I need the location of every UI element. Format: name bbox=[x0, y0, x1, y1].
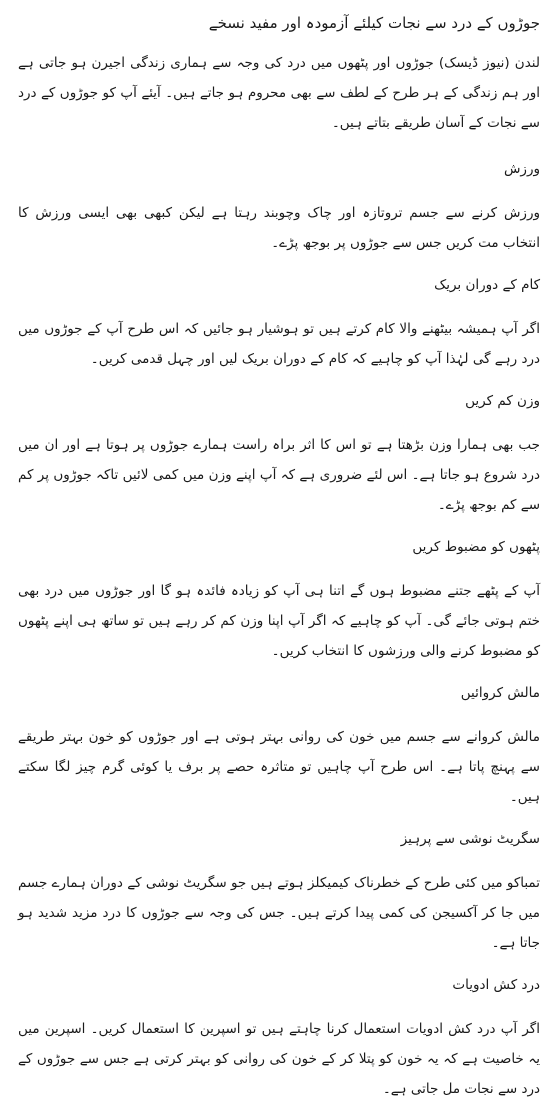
section-body: مالش کروانے سے جسم میں خون کی روانی بہتر ہوتی ہے اور جوڑوں کو خون بہتر طریقے سے پہنچ پاتا ہے۔ اس طرح آپ چاہیں تو متاثرہ حصے پر برف یا کوئی گرم چیز لگا سکتے ہیں۔ bbox=[18, 729, 540, 805]
section-heading: پٹھوں کو مضبوط کریں bbox=[412, 539, 540, 555]
section-work-break bbox=[18, 274, 540, 374]
section-body: تمباکو میں کئی طرح کے خطرناک کیمیکلز ہوتے ہیں جو سگریٹ نوشی کے دوران ہمارے جسم میں جا کر آکسیجن کی کمی پیدا کرتے ہیں۔ جس کی وجہ سے جوڑوں کا درد مزید شدید ہو جاتا ہے۔ bbox=[17, 875, 540, 951]
section-heading: مالش کروائیں bbox=[460, 685, 540, 701]
section-avoid-smoking bbox=[18, 828, 540, 958]
section-painkillers bbox=[18, 974, 540, 1104]
section-strengthen-muscles bbox=[18, 536, 540, 666]
section-exercise bbox=[18, 158, 540, 258]
section-heading: وزن کم کریں bbox=[465, 393, 540, 409]
section-heading: ورزش bbox=[503, 161, 540, 177]
section-body: آپ کے پٹھے جتنے مضبوط ہوں گے اتنا ہی آپ کو زیادہ فائدہ ہو گا اور جوڑوں میں درد بھی ختم ہوتی جائے گی۔ آپ کو چاہیے کہ اگر آپ اپنا وزن کم کر رہے ہیں تو ساتھ ہی اپنے پٹھوں کو مضبوط کرنے والی ورزشوں کا انتخاب کریں۔ bbox=[18, 583, 540, 659]
section-massage bbox=[18, 682, 540, 812]
section-body: اگر آپ ہمیشہ بیٹھنے والا کام کرتے ہیں تو ہوشیار ہو جائیں کہ اس طرح آپ کے جوڑوں میں درد رہے گی لہٰذا آپ کو چاہیے کہ کام کے دوران بریک لیں اور چہل قدمی کریں۔ bbox=[18, 321, 540, 367]
section-heading: کام کے دوران بریک bbox=[434, 277, 540, 293]
section-body: جب بھی ہمارا وزن بڑھتا ہے تو اس کا اثر براہ راست ہمارے جوڑوں پر ہوتا ہے اور ان میں درد شروع ہو جاتا ہے۔ اس لئے ضروری ہے کہ آپ اپنے وزن میں کمی لائیں تاکہ جوڑوں پر کم سے کم بوجھ پڑے۔ bbox=[18, 437, 540, 513]
section-body: اگر آپ درد کش ادویات استعمال کرنا چاہتے ہیں تو اسپرین کا استعمال کریں۔ اسپرین میں یہ خاصیت ہے کہ یہ خون کو پتلا کر کے خون کی روانی کو بہتر کرتی ہے جس سے جوڑوں کے درد سے نجات مل جاتی ہے۔ bbox=[18, 1021, 540, 1097]
article-intro: لندن (نیوز ڈیسک) جوڑوں اور پٹھوں میں درد کی وجہ سے ہماری زندگی اجیرن ہو جاتی ہے اور ہم زندگی کے ہر طرح کے لطف سے بھی محروم ہو جاتے ہیں۔ آیئے آپ کو جوڑوں کے درد سے نجات کے آسان طریقے بتاتے ہیں۔ bbox=[18, 55, 540, 131]
article-title: جوڑوں کے درد سے نجات کیلئے آزمودہ اور مفید نسخے bbox=[208, 14, 540, 32]
section-heading: سگریٹ نوشی سے پرہیز bbox=[400, 831, 540, 847]
section-weight-loss bbox=[18, 390, 540, 520]
section-heading: درد کش ادویات bbox=[452, 977, 540, 993]
section-body: ورزش کرنے سے جسم تروتازہ اور چاک وچوبند رہتا ہے لیکن کبھی بھی ایسی ورزش کا انتخاب مت کریں جس سے جوڑوں پر بوجھ پڑے۔ bbox=[18, 205, 540, 251]
